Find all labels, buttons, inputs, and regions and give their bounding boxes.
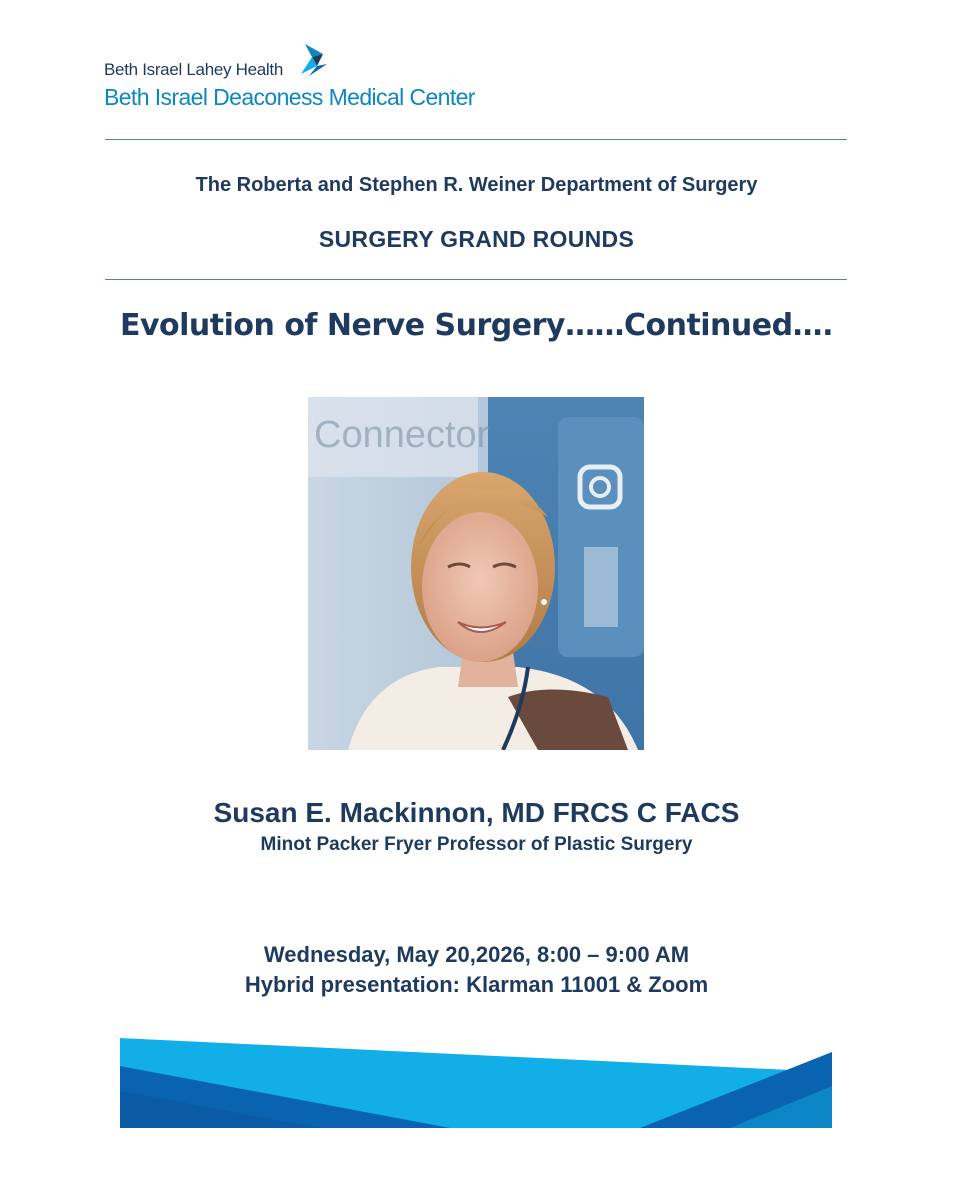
logo-institution: Beth Israel Deaconess Medical Center — [104, 84, 475, 110]
talk-title: Evolution of Nerve Surgery……Continued…. — [119, 308, 833, 343]
bird-logo-icon — [295, 42, 331, 78]
event-datetime: Wednesday, May 20,2026, 8:00 – 9:00 AM — [263, 942, 690, 967]
series-title: SURGERY GRAND ROUNDS — [318, 226, 635, 252]
speaker-name: Susan E. Mackinnon, MD FRCS C FACS — [213, 797, 740, 828]
speaker-portrait — [308, 397, 644, 750]
department-name: The Roberta and Stephen R. Weiner Department of Surgery — [195, 174, 758, 196]
bidmc-logo — [100, 42, 500, 112]
footer-wave-graphic — [120, 1036, 832, 1128]
event-location: Hybrid presentation: Klarman 11001 & Zoom — [244, 972, 709, 997]
middle-divider — [105, 279, 847, 280]
top-divider — [105, 139, 847, 140]
speaker-title: Minot Packer Fryer Professor of Plastic Surgery — [260, 834, 693, 855]
logo-parent-org: Beth Israel Lahey Health — [104, 60, 283, 79]
svg-text:Connector: Connector — [314, 414, 490, 456]
